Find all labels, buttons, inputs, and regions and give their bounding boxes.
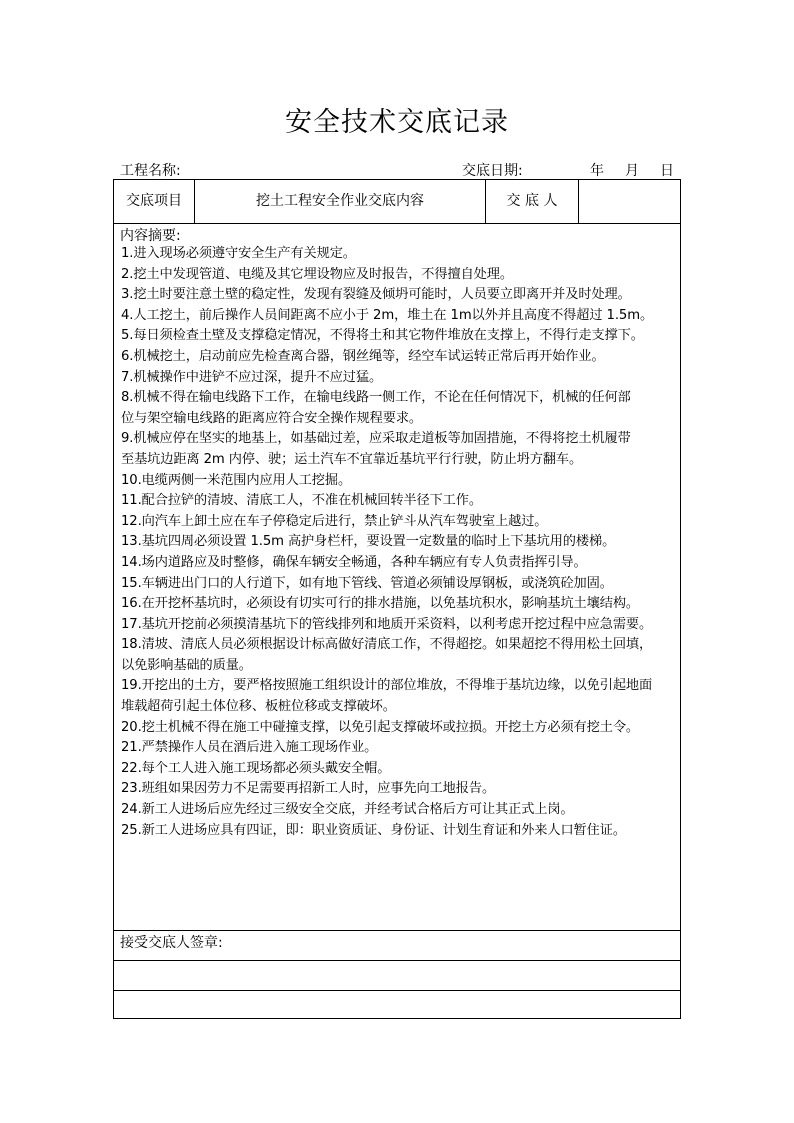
row-divider — [114, 990, 680, 991]
list-item: 6.机械挖土，启动前应先检查离合器，钢丝绳等，经空车试运转正常后再开始作业。 — [121, 348, 605, 364]
list-item: 3.挖土时要注意土壁的稳定性，发现有裂缝及倾坍可能时，人员要立即离开并及时处理。 — [121, 287, 631, 303]
list-item: 16.在开挖杯基坑时，必须设有切实可行的排水措施，以免基坑积水，影响基坑土壤结构。 — [121, 596, 639, 612]
list-item: 23.班组如果因劳力不足需要再招新工人时，应事先向工地报告。 — [121, 781, 496, 797]
list-item: 17.基坑开挖前必须摸清基坑下的管线排列和地质开采资料，以利考虑开挖过程中应急需要。 — [121, 616, 653, 632]
list-item: 21.严禁操作人员在酒后进入施工现场作业。 — [121, 740, 378, 756]
list-item: 18.清坡、清底人员必须根据设计标高做好清底工作，不得超挖。如果超挖不得用松土回填， 以免影响基础的质量。 — [121, 637, 653, 673]
list-item: 7.机械操作中进铲不应过深，提升不应过猛。 — [121, 369, 383, 385]
list-item: 11.配合拉铲的清坡、清底工人，不准在机械回转半径下工作。 — [121, 493, 482, 509]
list-item: 15.车辆进出门口的人行道下，如有地下管线、管道必须铺设厚钢板，或浇筑砼加固。 — [121, 575, 613, 591]
list-item: 10.电缆两侧一米范围内应用人工挖掘。 — [121, 472, 352, 488]
person-value — [579, 180, 680, 223]
day-label: 日 — [660, 163, 674, 179]
list-item: 25.新工人进场应具有四证，即：职业资质证、身份证、计划生育证和外来人口暂住证。 — [121, 822, 626, 838]
date-label: 交底日期: — [462, 163, 523, 179]
list-item: 9.机械应停在坚实的地基上，如基础过差，应采取走道板等加固措施，不得将挖土机履带 至基坑边距离 2m 内停、驶；运土汽车不宜靠近基坑平行行驶，防止坍方翻车。 — [121, 431, 631, 467]
row-divider — [114, 960, 680, 961]
project-name-label: 工程名称: — [120, 163, 181, 179]
list-item: 13.基坑四周必须设置 1.5m 高护身栏杆，要设置一定数量的临时上下基坑用的楼梯。 — [121, 534, 616, 550]
summary-list — [121, 244, 677, 841]
list-item: 14.场内道路应及时整修，确保车辆安全畅通，各种车辆应有专人负责指挥引导。 — [121, 554, 587, 570]
list-item: 24.新工人进场后应先经过三级安全交底，并经考试合格后方可让其正式上岗。 — [121, 802, 574, 818]
page-title: 安全技术交底记录 — [285, 107, 509, 138]
list-item: 8.机械不得在输电线路下工作，在输电线路一侧工作，不论在任何情况下，机械的任何部 位与架空输电线路的距离应符合安全操作规程要求。 — [121, 390, 631, 426]
list-item: 20.挖土机械不得在施工中碰撞支撑，以免引起支撑破坏或拉损。开挖土方必须有挖土令。 — [121, 719, 639, 735]
disclosure-table — [113, 179, 681, 1019]
person-label: 交 底 人 — [506, 193, 558, 209]
row-divider — [114, 930, 680, 931]
list-item: 4.人工挖土，前后操作人员间距离不应小于 2m，堆土在 1m以外并且高度不得超过 1.5m。 — [121, 307, 654, 323]
list-item: 12.向汽车上卸土应在车子停稳定后进行，禁止铲斗从汽车驾驶室上越过。 — [121, 513, 548, 529]
month-label: 月 — [625, 163, 639, 179]
list-item: 1.进入现场必须遵守安全生产有关规定。 — [121, 246, 356, 261]
list-item: 22.每个工人进入施工现场都必须头戴安全帽。 — [121, 760, 391, 776]
list-item: 5.每日须检查土壁及支撑稳定情况，不得将土和其它物件堆放在支撑上，不得行走支撑下。 — [121, 328, 644, 344]
signature-label: 接受交底人签章: — [120, 935, 223, 951]
item-value: 挖土工程安全作业交底内容 — [256, 193, 424, 209]
list-item: 19.开挖出的土方，要严格按照施工组织设计的部位堆放，不得堆于基坑边缘，以免引起地面 堆载超荷引起土体位移、板桩位移或支撑破坏。 — [121, 678, 653, 715]
year-label: 年 — [590, 163, 604, 179]
row-divider — [114, 223, 680, 224]
summary-label: 内容摘要: — [120, 228, 181, 244]
item-label: 交底项目 — [126, 193, 182, 209]
list-item: 2.挖土中发现管道、电缆及其它埋设物应及时报告，不得擅自处理。 — [121, 266, 513, 282]
